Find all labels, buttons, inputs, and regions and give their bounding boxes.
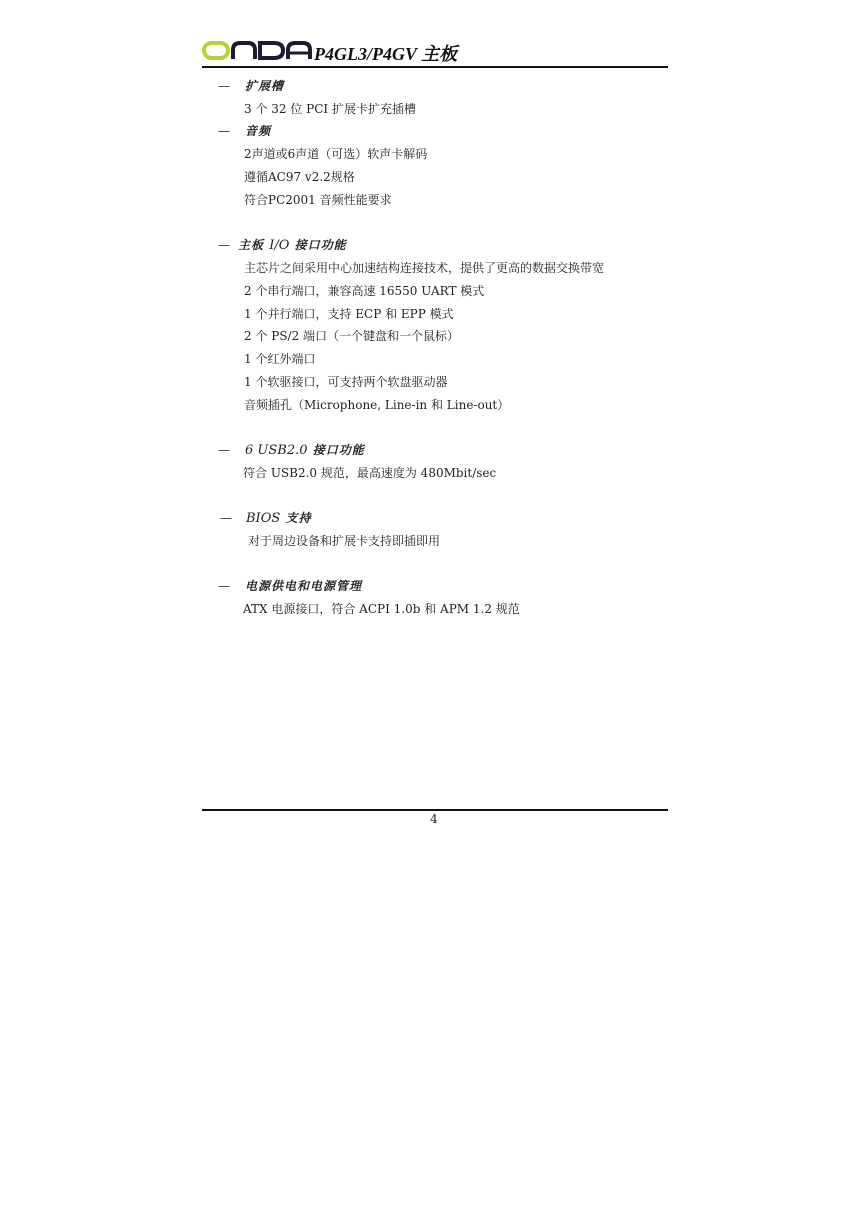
spec-line: 遵循AC97 v2.2规格 <box>244 170 355 184</box>
bullet-dash: — <box>218 79 230 93</box>
heading-latin: 6 USB2.0 <box>245 443 308 458</box>
document-title: P4GL3/P4GV 主板 <box>314 44 458 64</box>
spec-line: 主芯片之间采用中心加速结构连接技术，提供了更高的数据交换带宽 <box>244 261 605 275</box>
spec-line: 2 个 PS/2 端口（一个键盘和一个鼠标） <box>244 329 460 343</box>
heading-text: 接口功能 <box>294 238 347 252</box>
footer-divider <box>202 809 668 811</box>
spec-line: 2 个串行端口，兼容高速 16550 UART 模式 <box>244 284 485 298</box>
section-heading-power: 电源供电和电源管理 <box>245 579 363 593</box>
header-divider <box>202 66 668 68</box>
spec-line: 3 个 32 位 PCI 扩展卡扩充插槽 <box>244 102 416 116</box>
section-heading-io <box>238 237 347 254</box>
section-heading-bios <box>246 510 311 527</box>
heading-text: 支持 <box>285 511 312 525</box>
spec-line: 1 个并行端口，支持 ECP 和 EPP 模式 <box>244 307 454 321</box>
heading-latin: I/O <box>269 238 290 253</box>
bullet-dash: — <box>218 238 230 252</box>
section-heading-usb <box>245 442 365 459</box>
spec-line: 1 个红外端口 <box>244 352 316 366</box>
spec-line: 音频插孔（Microphone, Line-in 和 Line-out） <box>244 398 510 412</box>
bullet-dash: — <box>218 443 230 457</box>
section-heading-audio: 音频 <box>245 124 272 138</box>
heading-text: 接口功能 <box>312 443 365 457</box>
spec-line: ATX 电源接口，符合 ACPI 1.0b 和 APM 1.2 规范 <box>243 602 520 616</box>
spec-line: 2声道或6声道（可选）软声卡解码 <box>244 147 428 161</box>
spec-line: 1 个软驱接口，可支持两个软盘驱动器 <box>244 375 448 389</box>
page-header <box>202 38 668 67</box>
bullet-dash: — <box>218 579 230 593</box>
spec-line: 符合PC2001 音频性能要求 <box>244 193 392 207</box>
section-heading-expansion: 扩展槽 <box>245 79 285 93</box>
bullet-dash: — <box>220 511 232 525</box>
onda-logo <box>202 41 314 61</box>
spec-line: 对于周边设备和扩展卡支持即插即用 <box>248 534 441 548</box>
page-number: 4 <box>430 812 438 826</box>
heading-latin: BIOS <box>246 511 281 526</box>
heading-text: 主板 <box>238 238 265 252</box>
bullet-dash: — <box>218 124 230 138</box>
spec-line: 符合 USB2.0 规范，最高速度为 480Mbit/sec <box>243 466 497 480</box>
